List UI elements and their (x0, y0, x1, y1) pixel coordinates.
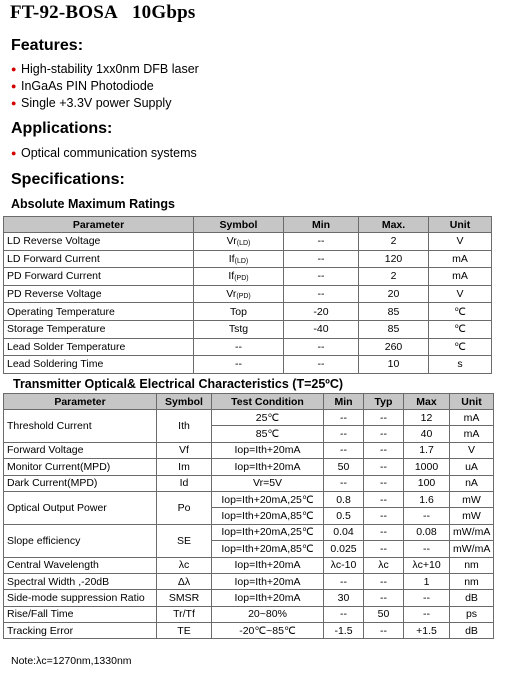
unit-cell: ℃ (429, 303, 492, 321)
typ-cell: λc (364, 557, 404, 573)
parameter-cell: Slope efficiency (4, 524, 157, 557)
bullet-icon: ● (11, 81, 17, 91)
list-item-text: High-stability 1xx0nm DFB laser (21, 62, 199, 76)
column-header: Max. (359, 217, 429, 233)
min-cell: -- (284, 338, 359, 356)
min-cell: 0.025 (324, 541, 364, 557)
min-cell: 30 (324, 590, 364, 606)
list-item (11, 78, 199, 95)
min-cell: -- (324, 573, 364, 589)
symbol-subscript: (PD) (236, 293, 251, 301)
typ-cell: -- (364, 508, 404, 524)
table-row (4, 475, 494, 491)
unit-cell: V (450, 442, 494, 458)
condition-cell: Iop=Ith+20mA (212, 573, 324, 589)
table-row (4, 491, 494, 507)
symbol-text: If (228, 252, 235, 265)
parameter-cell: Monitor Current(MPD) (4, 459, 157, 475)
product-model: FT-92-BOSA (10, 2, 118, 23)
max-cell: 1000 (404, 459, 450, 475)
unit-cell: ℃ (429, 320, 492, 338)
min-cell: -20 (284, 303, 359, 321)
features-list (11, 61, 199, 112)
unit-cell: uA (450, 459, 494, 475)
column-header: Test Condition (212, 394, 324, 410)
condition-cell: Vr=5V (212, 475, 324, 491)
max-cell: 10 (359, 356, 429, 374)
parameter-cell: Operating Temperature (4, 303, 194, 321)
table-row (4, 590, 494, 606)
column-header: Min (324, 394, 364, 410)
table-row (4, 524, 494, 540)
condition-cell: -20℃~85℃ (212, 623, 324, 639)
symbol-cell: λc (157, 557, 212, 573)
table-row (4, 285, 492, 303)
symbol-cell: Vf (157, 442, 212, 458)
condition-cell: Iop=Ith+20mA,25℃ (212, 491, 324, 507)
min-cell: 0.5 (324, 508, 364, 524)
column-header: Max (404, 394, 450, 410)
max-cell: 2 (359, 233, 429, 251)
condition-cell: Iop=Ith+20mA (212, 459, 324, 475)
symbol-cell: SE (157, 524, 212, 557)
table-header-row (4, 217, 492, 233)
table-row (4, 338, 492, 356)
parameter-cell: Threshold Current (4, 410, 157, 443)
symbol-cell (194, 233, 284, 251)
symbol-text: Top (230, 305, 247, 318)
parameter-cell: PD Reverse Voltage (4, 285, 194, 303)
list-item-text: InGaAs PIN Photodiode (21, 79, 154, 93)
symbol-cell: Po (157, 491, 212, 524)
max-cell: 1.6 (404, 491, 450, 507)
document-title (10, 2, 195, 24)
absolute-ratings-table (3, 216, 492, 374)
list-item (11, 61, 199, 78)
symbol-cell (194, 285, 284, 303)
typ-cell: -- (364, 491, 404, 507)
typ-cell: -- (364, 541, 404, 557)
column-header: Symbol (157, 394, 212, 410)
symbol-cell: SMSR (157, 590, 212, 606)
max-cell: 100 (404, 475, 450, 491)
column-header: Min (284, 217, 359, 233)
column-header: Unit (450, 394, 494, 410)
unit-cell: s (429, 356, 492, 374)
column-header: Unit (429, 217, 492, 233)
typ-cell: -- (364, 524, 404, 540)
max-cell: 20 (359, 285, 429, 303)
applications-heading: Applications: (11, 120, 113, 137)
min-cell: λc-10 (324, 557, 364, 573)
symbol-cell: Im (157, 459, 212, 475)
table-row (4, 303, 492, 321)
unit-cell: V (429, 233, 492, 251)
table-row (4, 557, 494, 573)
table-row (4, 606, 494, 622)
min-cell: -- (324, 410, 364, 426)
list-item-text: Single +3.3V power Supply (21, 96, 172, 110)
parameter-cell: Storage Temperature (4, 320, 194, 338)
max-cell: 12 (404, 410, 450, 426)
parameter-cell: Dark Current(MPD) (4, 475, 157, 491)
condition-cell: Iop=Ith+20mA (212, 590, 324, 606)
symbol-cell: Δλ (157, 573, 212, 589)
data-rate: 10Gbps (131, 2, 196, 23)
min-cell: 0.04 (324, 524, 364, 540)
parameter-cell: Side-mode suppression Ratio (4, 590, 157, 606)
min-cell: -40 (284, 320, 359, 338)
parameter-cell: LD Forward Current (4, 250, 194, 268)
table-header-row (4, 394, 494, 410)
symbol-cell (194, 268, 284, 286)
min-cell: -- (284, 268, 359, 286)
bullet-icon: ● (11, 64, 17, 74)
column-header: Symbol (194, 217, 284, 233)
condition-cell: Iop=Ith+20mA,25℃ (212, 524, 324, 540)
symbol-cell: Ith (157, 410, 212, 443)
symbol-text: -- (235, 340, 242, 353)
max-cell: 0.08 (404, 524, 450, 540)
max-cell: -- (404, 606, 450, 622)
table-row (4, 268, 492, 286)
max-cell: λc+10 (404, 557, 450, 573)
list-item (11, 95, 199, 112)
max-cell: -- (404, 508, 450, 524)
unit-cell: dB (450, 623, 494, 639)
max-cell: 1 (404, 573, 450, 589)
features-heading: Features: (11, 37, 84, 54)
min-cell: -1.5 (324, 623, 364, 639)
unit-cell: mW (450, 508, 494, 524)
min-cell: -- (324, 442, 364, 458)
condition-cell: Iop=Ith+20mA (212, 557, 324, 573)
symbol-subscript: (LD) (236, 240, 251, 248)
table-row (4, 442, 494, 458)
min-cell: -- (284, 233, 359, 251)
parameter-cell: Lead Soldering Time (4, 356, 194, 374)
table-row (4, 623, 494, 639)
min-cell: 50 (324, 459, 364, 475)
parameter-cell: Tracking Error (4, 623, 157, 639)
absolute-ratings-title: Absolute Maximum Ratings (11, 197, 175, 211)
symbol-cell (194, 320, 284, 338)
transmitter-table (3, 393, 494, 639)
symbol-subscript: (PD) (234, 275, 249, 283)
max-cell: 1.7 (404, 442, 450, 458)
parameter-cell: Central Wavelength (4, 557, 157, 573)
column-header: Parameter (4, 217, 194, 233)
specifications-heading: Specifications: (11, 171, 125, 188)
condition-cell: 25℃ (212, 410, 324, 426)
unit-cell: mA (429, 250, 492, 268)
condition-cell: Iop=Ith+20mA (212, 442, 324, 458)
typ-cell: -- (364, 459, 404, 475)
wavelength-note: Note:λc=1270nm,1330nm (11, 655, 132, 667)
max-cell: 260 (359, 338, 429, 356)
max-cell: -- (404, 590, 450, 606)
unit-cell: mA (450, 426, 494, 442)
table-row (4, 320, 492, 338)
table-row (4, 250, 492, 268)
table-row (4, 459, 494, 475)
table-row (4, 356, 492, 374)
min-cell: -- (284, 250, 359, 268)
symbol-text: If (228, 270, 235, 283)
parameter-cell: Optical Output Power (4, 491, 157, 524)
min-cell: -- (324, 426, 364, 442)
min-cell: 0.8 (324, 491, 364, 507)
unit-cell: ℃ (429, 338, 492, 356)
typ-cell: -- (364, 426, 404, 442)
unit-cell: nm (450, 557, 494, 573)
typ-cell: -- (364, 573, 404, 589)
parameter-cell: PD Forward Current (4, 268, 194, 286)
table-row (4, 233, 492, 251)
max-cell: 120 (359, 250, 429, 268)
parameter-cell: LD Reverse Voltage (4, 233, 194, 251)
parameter-cell: Rise/Fall Time (4, 606, 157, 622)
table-row (4, 573, 494, 589)
table-row (4, 410, 494, 426)
max-cell: 2 (359, 268, 429, 286)
typ-cell: -- (364, 410, 404, 426)
min-cell: -- (324, 606, 364, 622)
unit-cell: mA (429, 268, 492, 286)
symbol-subscript: (LD) (234, 257, 249, 265)
symbol-cell (194, 250, 284, 268)
max-cell: +1.5 (404, 623, 450, 639)
unit-cell: nA (450, 475, 494, 491)
typ-cell: -- (364, 590, 404, 606)
condition-cell: 85℃ (212, 426, 324, 442)
applications-list (11, 145, 197, 162)
max-cell: 85 (359, 303, 429, 321)
symbol-cell (194, 356, 284, 374)
transmitter-table-title: Transmitter Optical& Electrical Characteristics (T=25ºC) (13, 377, 344, 391)
typ-cell: 50 (364, 606, 404, 622)
condition-cell: Iop=Ith+20mA,85℃ (212, 541, 324, 557)
parameter-cell: Lead Solder Temperature (4, 338, 194, 356)
column-header: Parameter (4, 394, 157, 410)
symbol-text: Vr (226, 288, 237, 301)
min-cell: -- (324, 475, 364, 491)
max-cell: -- (404, 541, 450, 557)
min-cell: -- (284, 356, 359, 374)
list-item-text: Optical communication systems (21, 146, 197, 160)
bullet-icon: ● (11, 98, 17, 108)
unit-cell: dB (450, 590, 494, 606)
typ-cell: -- (364, 442, 404, 458)
symbol-cell (194, 338, 284, 356)
symbol-text: -- (235, 358, 242, 371)
parameter-cell: Spectral Width ,-20dB (4, 573, 157, 589)
typ-cell: -- (364, 623, 404, 639)
unit-cell: mW (450, 491, 494, 507)
unit-cell: V (429, 285, 492, 303)
column-header: Typ (364, 394, 404, 410)
symbol-text: Tstg (228, 323, 249, 336)
symbol-text: Vr (226, 235, 237, 248)
bullet-icon: ● (11, 148, 17, 158)
symbol-cell: TE (157, 623, 212, 639)
unit-cell: mW/mA (450, 541, 494, 557)
max-cell: 85 (359, 320, 429, 338)
max-cell: 40 (404, 426, 450, 442)
symbol-cell: Tr/Tf (157, 606, 212, 622)
typ-cell: -- (364, 475, 404, 491)
min-cell: -- (284, 285, 359, 303)
unit-cell: nm (450, 573, 494, 589)
parameter-cell: Forward Voltage (4, 442, 157, 458)
unit-cell: mA (450, 410, 494, 426)
condition-cell: Iop=Ith+20mA,85℃ (212, 508, 324, 524)
unit-cell: ps (450, 606, 494, 622)
unit-cell: mW/mA (450, 524, 494, 540)
list-item (11, 145, 197, 162)
symbol-cell: Id (157, 475, 212, 491)
symbol-cell (194, 303, 284, 321)
condition-cell: 20~80% (212, 606, 324, 622)
